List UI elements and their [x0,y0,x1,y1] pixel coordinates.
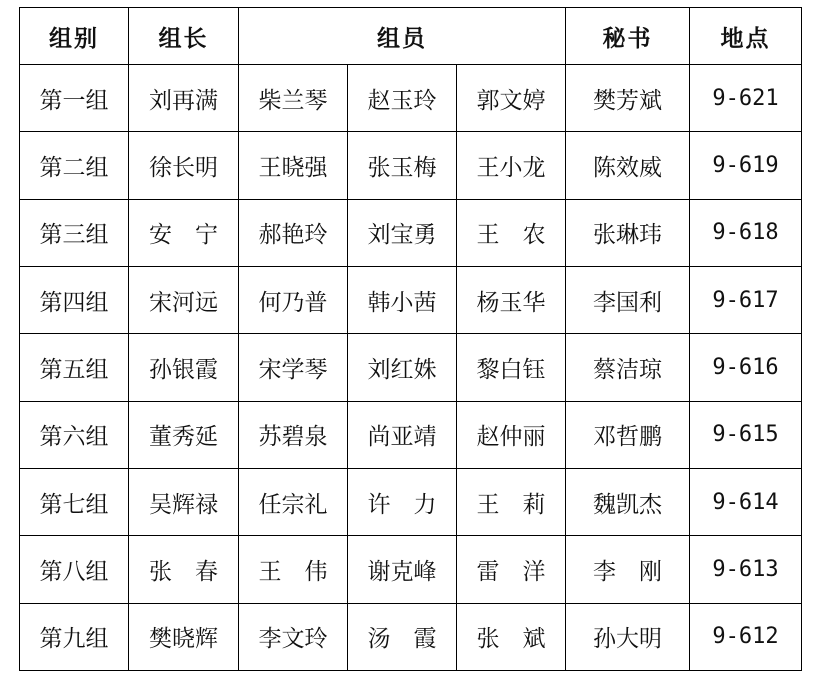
member-cell: 任宗礼 [239,468,348,535]
leader-cell: 董秀延 [129,401,239,468]
secretary-cell: 李国利 [566,266,690,333]
leader-cell: 孙银霞 [129,334,239,401]
group-cell: 第二组 [20,132,129,199]
group-cell: 第四组 [20,266,129,333]
member-cell: 柴兰琴 [239,65,348,132]
group-cell: 第八组 [20,536,129,603]
location-cell: 9-617 [690,266,802,333]
header-secretary: 秘书 [566,8,690,65]
member-cell: 王 农 [457,199,566,266]
secretary-cell: 陈效威 [566,132,690,199]
header-leader: 组长 [129,8,239,65]
secretary-cell: 孙大明 [566,603,690,670]
member-cell: 许 力 [348,468,457,535]
secretary-cell: 魏凯杰 [566,468,690,535]
member-cell: 尚亚靖 [348,401,457,468]
table-row [20,132,802,199]
location-cell: 9-619 [690,132,802,199]
leader-cell: 樊晓辉 [129,603,239,670]
leader-cell: 安 宁 [129,199,239,266]
secretary-cell: 张琳玮 [566,199,690,266]
member-cell: 李文玲 [239,603,348,670]
secretary-cell: 蔡洁琼 [566,334,690,401]
table-row [20,536,802,603]
location-cell: 9-612 [690,603,802,670]
member-cell: 韩小茜 [348,266,457,333]
member-cell: 汤 霞 [348,603,457,670]
table-row [20,603,802,670]
table-row [20,65,802,132]
location-cell: 9-615 [690,401,802,468]
leader-cell: 徐长明 [129,132,239,199]
group-roster-table [19,7,802,671]
leader-cell: 刘再满 [129,65,239,132]
member-cell: 王 莉 [457,468,566,535]
location-cell: 9-621 [690,65,802,132]
header-row [20,8,802,65]
leader-cell: 吴辉禄 [129,468,239,535]
header-location: 地点 [690,8,802,65]
table-row [20,401,802,468]
member-cell: 郭文婷 [457,65,566,132]
group-cell: 第一组 [20,65,129,132]
member-cell: 王晓强 [239,132,348,199]
member-cell: 张 斌 [457,603,566,670]
leader-cell: 宋河远 [129,266,239,333]
group-cell: 第九组 [20,603,129,670]
location-cell: 9-616 [690,334,802,401]
header-group: 组别 [20,8,129,65]
group-cell: 第七组 [20,468,129,535]
table-row [20,334,802,401]
member-cell: 郝艳玲 [239,199,348,266]
member-cell: 黎白钰 [457,334,566,401]
table-row [20,199,802,266]
member-cell: 赵玉玲 [348,65,457,132]
member-cell: 刘红姝 [348,334,457,401]
group-cell: 第五组 [20,334,129,401]
member-cell: 何乃普 [239,266,348,333]
table-row [20,266,802,333]
member-cell: 杨玉华 [457,266,566,333]
member-cell: 张玉梅 [348,132,457,199]
member-cell: 谢克峰 [348,536,457,603]
member-cell: 宋学琴 [239,334,348,401]
member-cell: 刘宝勇 [348,199,457,266]
member-cell: 苏碧泉 [239,401,348,468]
secretary-cell: 李 刚 [566,536,690,603]
header-members: 组员 [239,8,566,65]
leader-cell: 张 春 [129,536,239,603]
secretary-cell: 邓哲鹏 [566,401,690,468]
location-cell: 9-618 [690,199,802,266]
table-row [20,468,802,535]
secretary-cell: 樊芳斌 [566,65,690,132]
group-cell: 第六组 [20,401,129,468]
group-cell: 第三组 [20,199,129,266]
member-cell: 雷 洋 [457,536,566,603]
location-cell: 9-614 [690,468,802,535]
location-cell: 9-613 [690,536,802,603]
member-cell: 赵仲丽 [457,401,566,468]
member-cell: 王小龙 [457,132,566,199]
member-cell: 王 伟 [239,536,348,603]
